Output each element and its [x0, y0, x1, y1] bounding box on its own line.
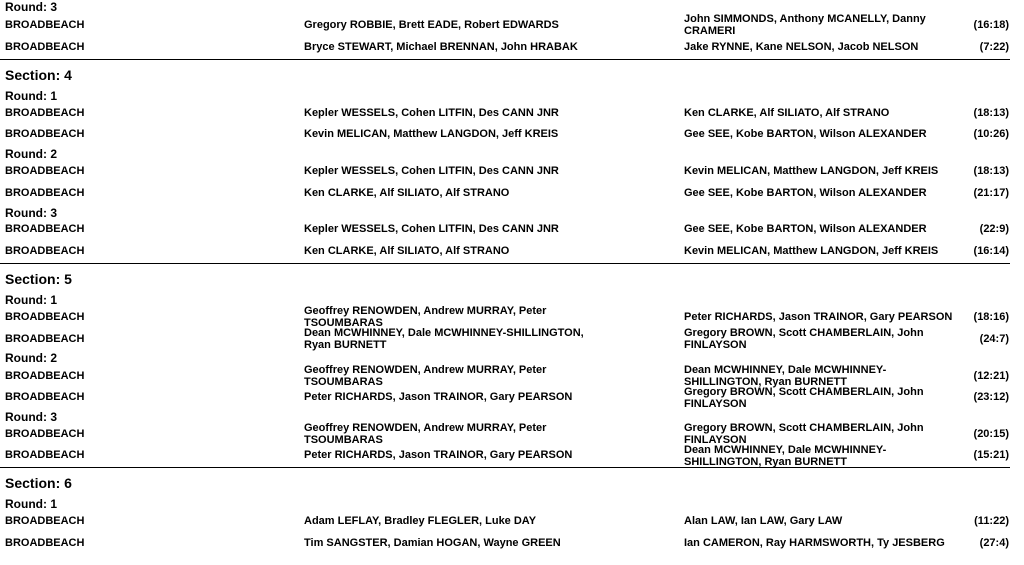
team-one: Geoffrey RENOWDEN, Andrew MURRAY, Peter TSOUMBARAS [304, 422, 547, 446]
section-title: Section: 4 [5, 67, 72, 83]
match-score: (11:22) [974, 515, 1009, 527]
team-two: Gregory BROWN, Scott CHAMBERLAIN, John FINLAYSON [684, 327, 924, 351]
section-divider [0, 263, 1010, 264]
team-two: Gregory BROWN, Scott CHAMBERLAIN, John FINLAYSON [684, 422, 924, 446]
section-title: Section: 5 [5, 271, 72, 287]
club-name: BROADBEACH [5, 391, 85, 403]
team-two: Gregory BROWN, Scott CHAMBERLAIN, John FINLAYSON [684, 386, 924, 410]
club-name: BROADBEACH [5, 449, 85, 461]
match-score: (22:9) [979, 223, 1009, 235]
team-one: Geoffrey RENOWDEN, Andrew MURRAY, Peter TSOUMBARAS [304, 305, 547, 329]
match-score: (24:7) [979, 333, 1009, 345]
team-two: Jake RYNNE, Kane NELSON, Jacob NELSON [684, 41, 919, 53]
match-score: (10:26) [973, 128, 1009, 140]
team-two: Gee SEE, Kobe BARTON, Wilson ALEXANDER [684, 187, 927, 199]
team-one: Dean MCWHINNEY, Dale MCWHINNEY-SHILLINGTON, Ryan BURNETT [304, 327, 584, 351]
team-one: Kepler WESSELS, Cohen LITFIN, Des CANN JNR [304, 165, 559, 177]
team-one: Bryce STEWART, Michael BRENNAN, John HRABAK [304, 41, 578, 53]
team-two: Alan LAW, Ian LAW, Gary LAW [684, 515, 843, 527]
team-one: Tim SANGSTER, Damian HOGAN, Wayne GREEN [304, 537, 561, 549]
team-one: Gregory ROBBIE, Brett EADE, Robert EDWARDS [304, 19, 559, 31]
round-header: Round: 1 [5, 293, 57, 307]
team-one: Peter RICHARDS, Jason TRAINOR, Gary PEARSON [304, 449, 573, 461]
match-score: (15:21) [973, 449, 1009, 461]
team-one: Kepler WESSELS, Cohen LITFIN, Des CANN JNR [304, 223, 559, 235]
round-header: Round: 1 [5, 497, 57, 511]
match-score: (16:14) [973, 245, 1009, 257]
team-two: Dean MCWHINNEY, Dale MCWHINNEY-SHILLINGTON, Ryan BURNETT [684, 444, 887, 468]
club-name: BROADBEACH [5, 128, 85, 140]
round-header: Round: 3 [5, 206, 57, 220]
section-divider [0, 59, 1010, 60]
team-one: Kevin MELICAN, Matthew LANGDON, Jeff KREIS [304, 128, 559, 140]
round-header: Round: 3 [5, 0, 57, 14]
match-score: (18:16) [973, 311, 1009, 323]
club-name: BROADBEACH [5, 245, 85, 257]
match-score: (21:17) [973, 187, 1009, 199]
team-one: Ken CLARKE, Alf SILIATO, Alf STRANO [304, 245, 510, 257]
team-one: Kepler WESSELS, Cohen LITFIN, Des CANN JNR [304, 107, 559, 119]
round-header: Round: 1 [5, 89, 57, 103]
team-two: Peter RICHARDS, Jason TRAINOR, Gary PEARSON [684, 311, 953, 323]
match-score: (7:22) [979, 41, 1009, 53]
team-one: Peter RICHARDS, Jason TRAINOR, Gary PEARSON [304, 391, 573, 403]
team-one: Geoffrey RENOWDEN, Andrew MURRAY, Peter TSOUMBARAS [304, 364, 547, 388]
club-name: BROADBEACH [5, 165, 85, 177]
match-score: (20:15) [973, 428, 1009, 440]
match-score: (16:18) [973, 19, 1009, 31]
match-score: (12:21) [973, 370, 1009, 382]
club-name: BROADBEACH [5, 41, 85, 53]
team-one: Ken CLARKE, Alf SILIATO, Alf STRANO [304, 187, 510, 199]
match-score: (27:4) [979, 537, 1009, 549]
club-name: BROADBEACH [5, 333, 85, 345]
match-score: (18:13) [973, 165, 1009, 177]
team-two: Kevin MELICAN, Matthew LANGDON, Jeff KREIS [684, 245, 939, 257]
section-divider [0, 467, 1010, 468]
club-name: BROADBEACH [5, 428, 85, 440]
club-name: BROADBEACH [5, 187, 85, 199]
team-two: Dean MCWHINNEY, Dale MCWHINNEY-SHILLINGTON, Ryan BURNETT [684, 364, 887, 388]
club-name: BROADBEACH [5, 537, 85, 549]
round-header: Round: 3 [5, 410, 57, 424]
round-header: Round: 2 [5, 351, 57, 365]
match-score: (18:13) [973, 107, 1009, 119]
team-two: Ken CLARKE, Alf SILIATO, Alf STRANO [684, 107, 890, 119]
team-two: Kevin MELICAN, Matthew LANGDON, Jeff KREIS [684, 165, 939, 177]
team-two: John SIMMONDS, Anthony MCANELLY, Danny CRAMERI [684, 13, 926, 37]
team-one: Adam LEFLAY, Bradley FLEGLER, Luke DAY [304, 515, 537, 527]
club-name: BROADBEACH [5, 19, 85, 31]
club-name: BROADBEACH [5, 515, 85, 527]
club-name: BROADBEACH [5, 107, 85, 119]
section-title: Section: 6 [5, 475, 72, 491]
club-name: BROADBEACH [5, 311, 85, 323]
match-score: (23:12) [973, 391, 1009, 403]
team-two: Gee SEE, Kobe BARTON, Wilson ALEXANDER [684, 223, 927, 235]
club-name: BROADBEACH [5, 223, 85, 235]
team-two: Ian CAMERON, Ray HARMSWORTH, Ty JESBERG [684, 537, 945, 549]
team-two: Gee SEE, Kobe BARTON, Wilson ALEXANDER [684, 128, 927, 140]
round-header: Round: 2 [5, 147, 57, 161]
club-name: BROADBEACH [5, 370, 85, 382]
